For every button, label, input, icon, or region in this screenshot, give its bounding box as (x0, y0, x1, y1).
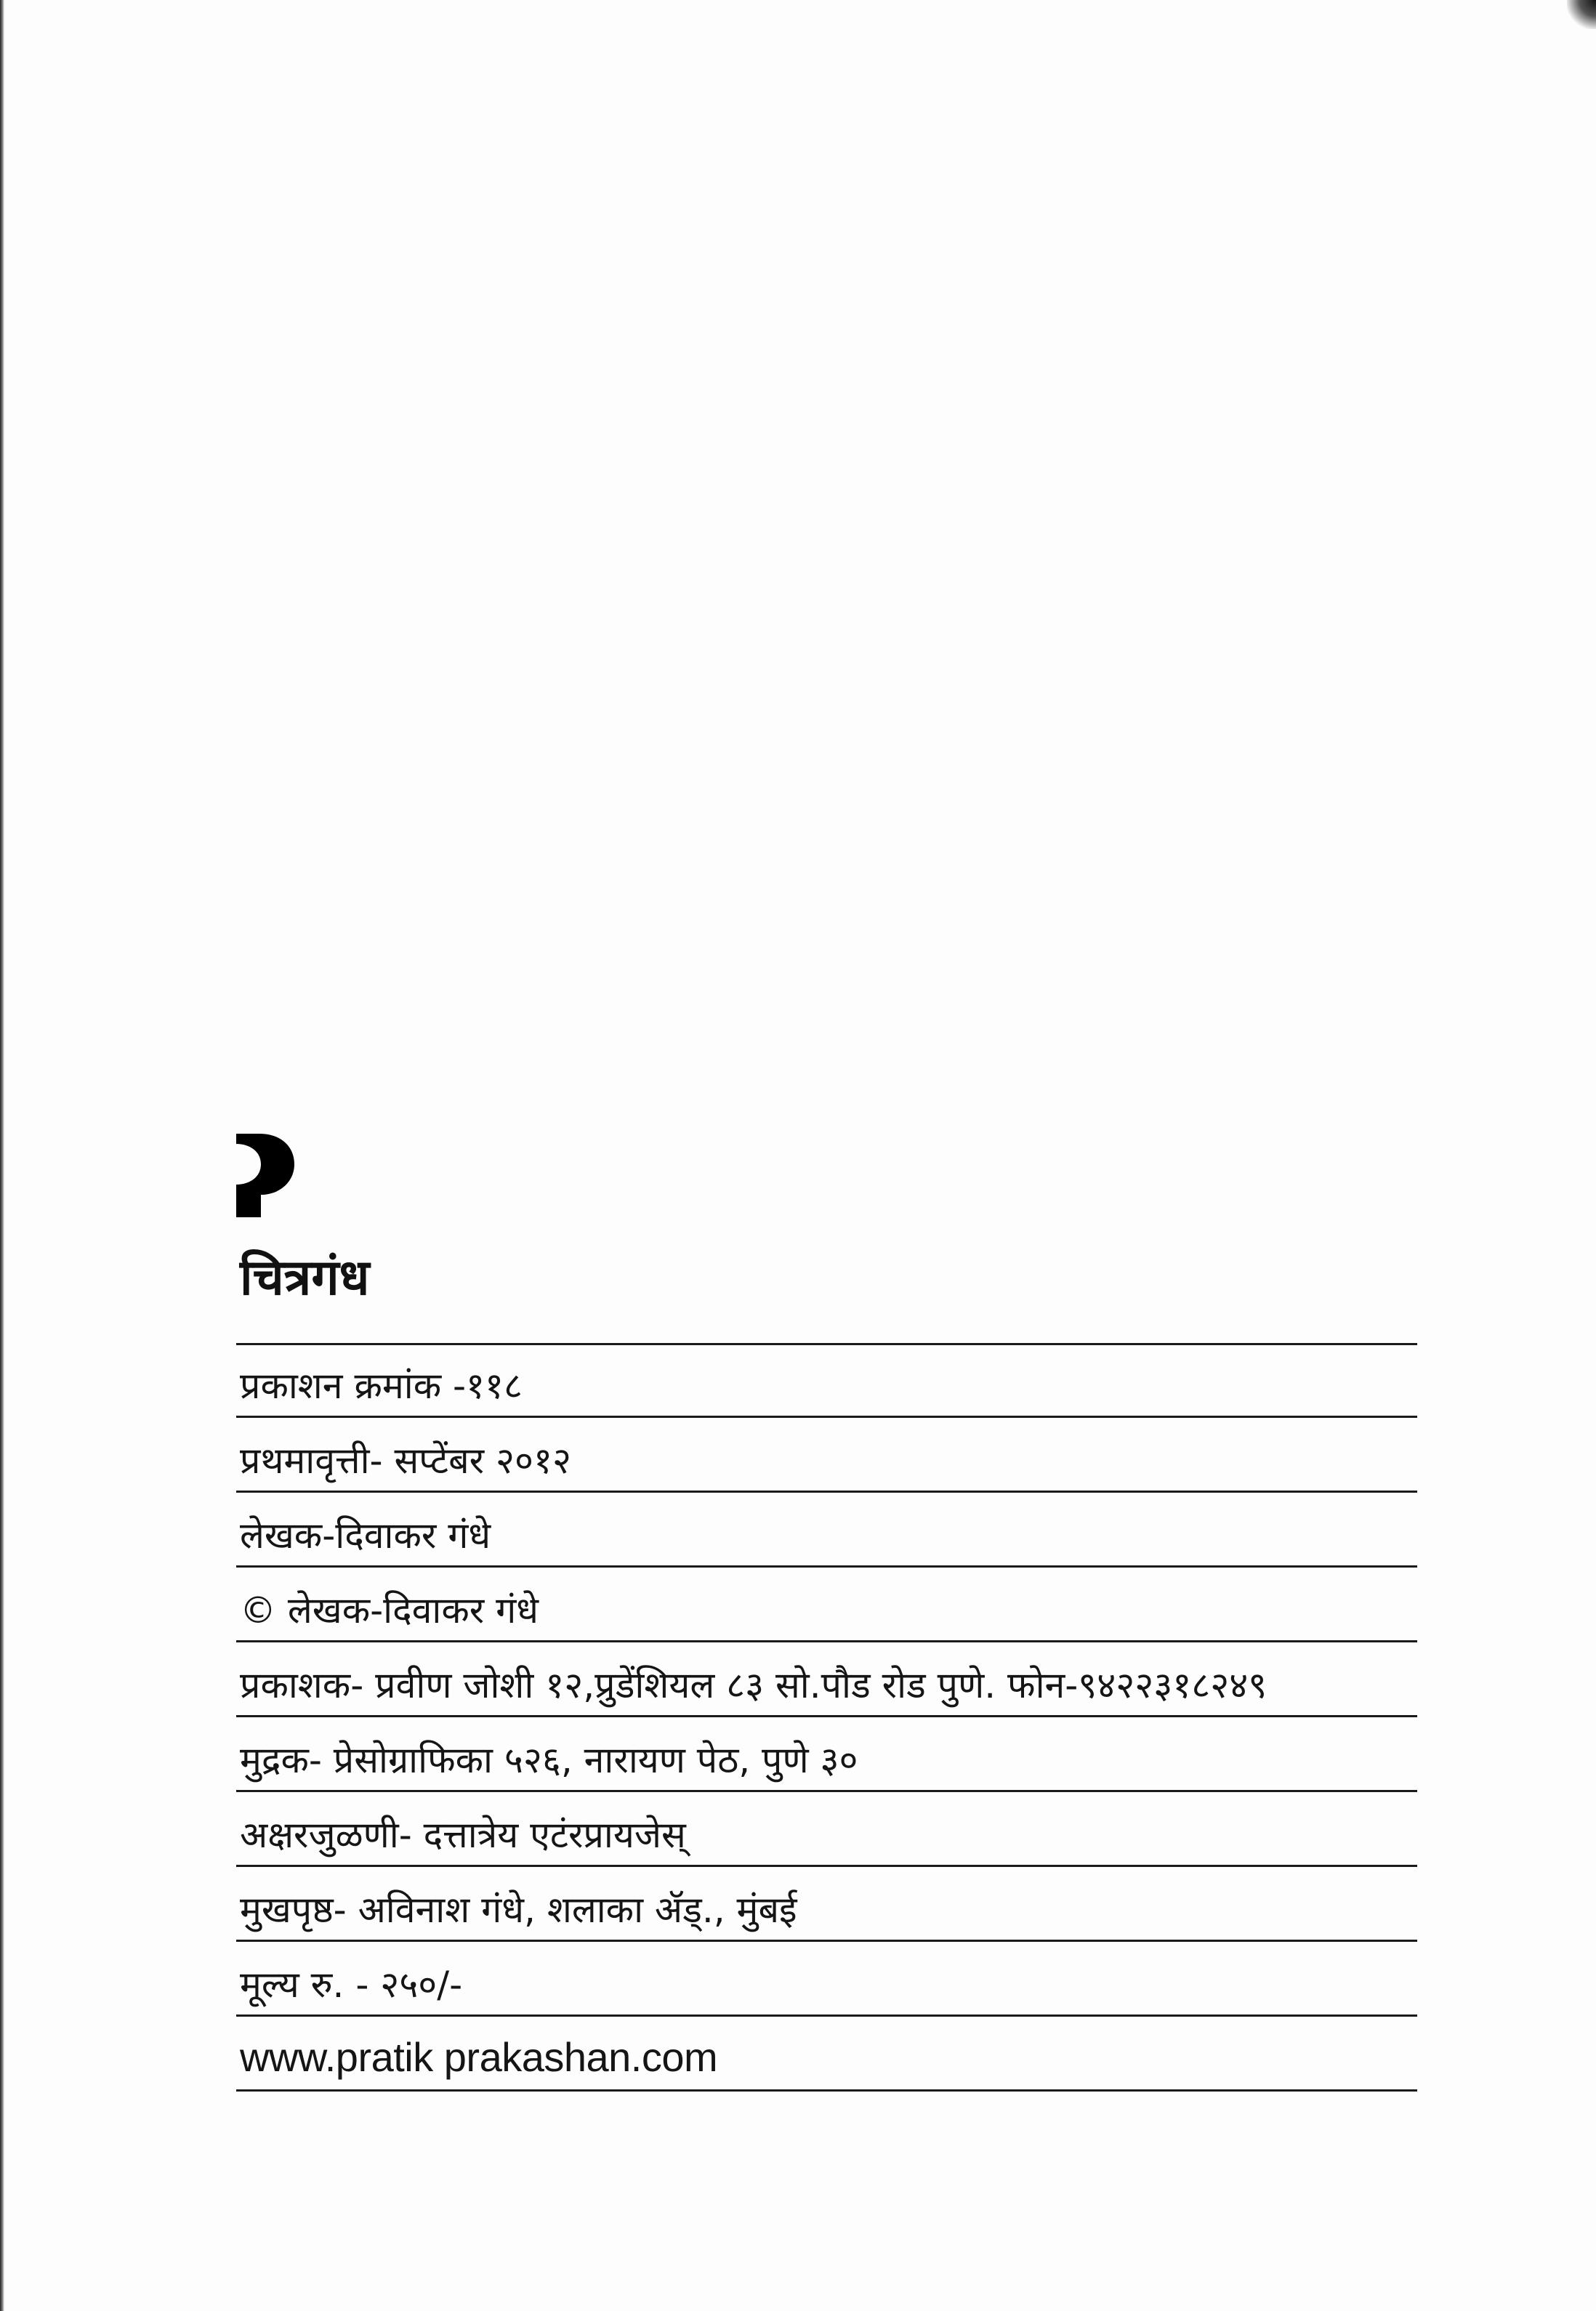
cover-design: मुखपृष्ठ- अविनाश गंधे, शलाका ॲड्., मुंबई (240, 1889, 797, 1931)
publisher-row (236, 1642, 1417, 1717)
author: लेखक-दिवाकर गंधे (240, 1515, 491, 1557)
price-row (236, 1942, 1417, 2017)
typesetting: अक्षरजुळणी- दत्तात्रेय एटंरप्रायजेस् (240, 1814, 686, 1856)
publication-number-row (236, 1343, 1417, 1418)
publisher-logo-icon (236, 1134, 294, 1217)
printer-row (236, 1717, 1417, 1792)
typesetting-row (236, 1792, 1417, 1867)
website-link[interactable]: www.pratik prakashan.com (240, 2034, 718, 2080)
price: मूल्य रु. - २५०/- (240, 1964, 463, 2006)
publication-number: प्रकाशन क्रमांक -११८ (240, 1365, 523, 1407)
first-edition-row (236, 1418, 1417, 1493)
printer: मुद्रक- प्रेसोग्राफिका ५२६, नारायण पेठ, पुणे ३० (240, 1739, 858, 1781)
page-corner-shadow (1567, 0, 1596, 29)
book-title: चित्रगंध (240, 1249, 370, 1307)
cover-design-row (236, 1867, 1417, 1942)
copyright-row (236, 1568, 1417, 1642)
website-row (236, 2017, 1417, 2092)
first-edition: प्रथमावृत्ती- सप्टेंबर २०१२ (240, 1440, 572, 1482)
author-row (236, 1493, 1417, 1568)
copyright: © लेखक-दिवाकर गंधे (240, 1589, 539, 1632)
page-edge-shadow (0, 0, 4, 2311)
publisher: प्रकाशक- प्रवीण जोशी १२,प्रुडेंशियल ८३ सो.पौड रोड पुणे. फोन-९४२२३१८२४९ (240, 1664, 1267, 1706)
imprint-details-table (236, 1343, 1417, 2092)
